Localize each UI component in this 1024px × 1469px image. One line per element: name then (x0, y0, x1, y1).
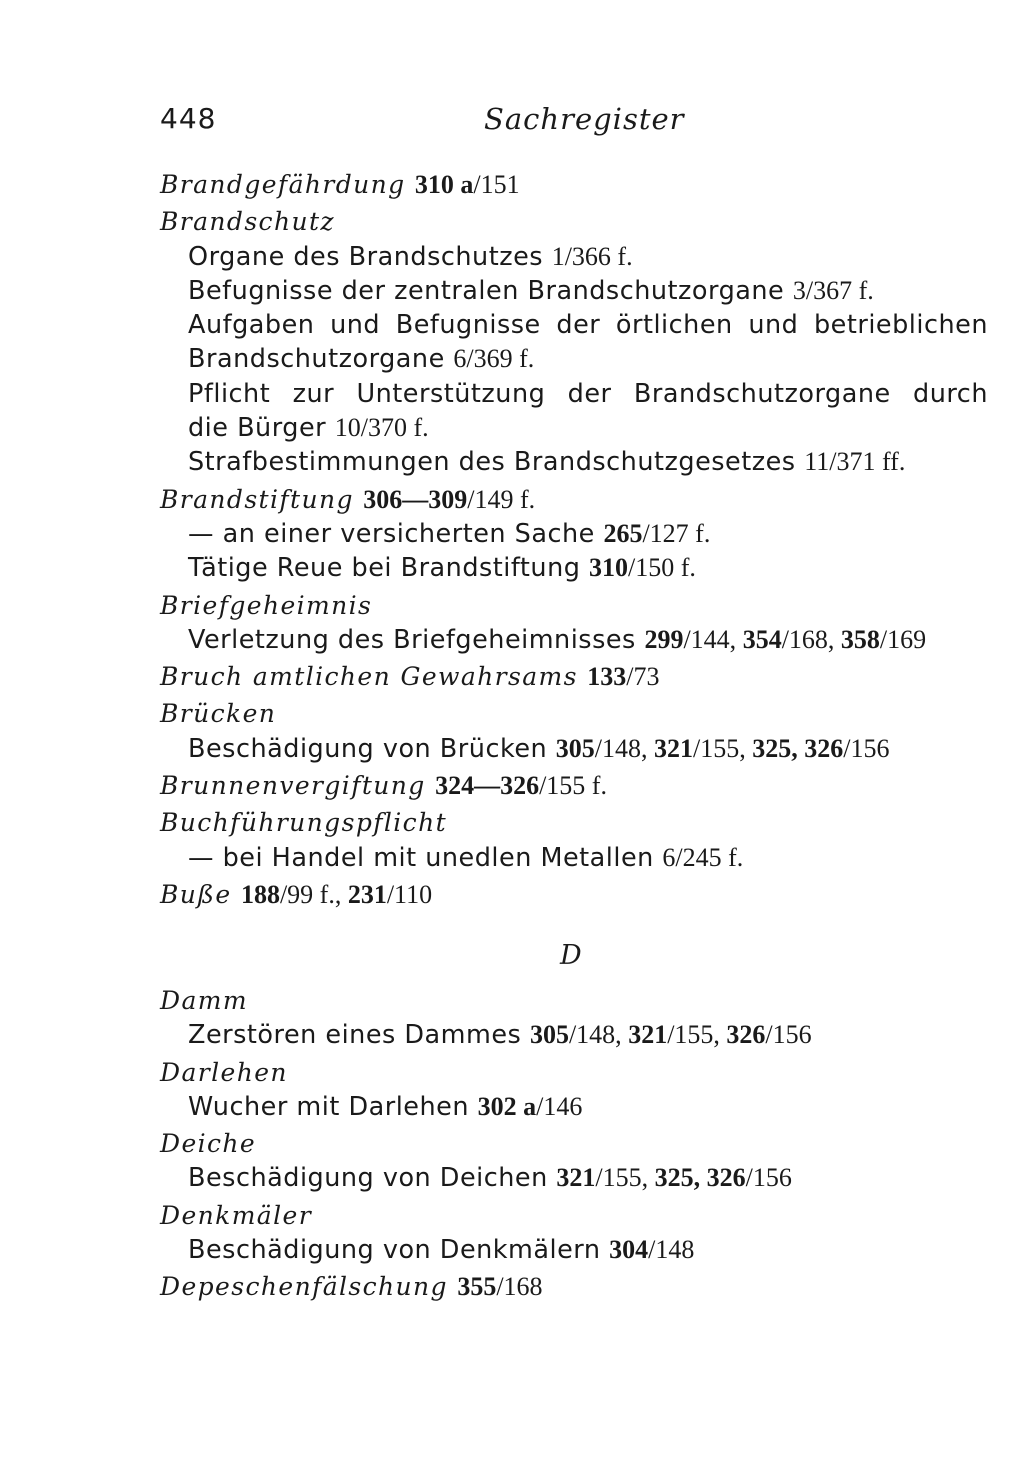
ref: /99 f., (279, 879, 348, 909)
sub-entry-text: Beschädigung von Brücken (188, 733, 556, 764)
sub-entry (160, 732, 990, 766)
sub-entry (160, 240, 990, 274)
entry-ref: /168 (496, 1272, 543, 1302)
sub-entry-ref-bold: 265 (603, 518, 643, 548)
ref-bold: 305 (529, 1020, 569, 1050)
sub-entry-text: die Bürger (188, 413, 335, 444)
ref-bold: 358 (840, 624, 880, 654)
ref-bold: 354 (742, 624, 782, 654)
sub-entry-text: Organe des Brandschutzes (188, 241, 552, 272)
sub-entry-text: Zerstören eines Dammes (188, 1020, 530, 1051)
sub-entry: Pflicht zur Unterstützung der Brandschutzorgane durch (188, 378, 988, 409)
section-letter-heading: D (560, 940, 582, 971)
ref-bold: 326 (726, 1020, 766, 1050)
index-entry-busse (160, 878, 990, 912)
sub-entry-ref: 1/366 f. (551, 241, 633, 271)
sub-entry (160, 274, 990, 308)
index-entry-briefgeheimnis (160, 589, 990, 623)
sub-entry-continuation (160, 411, 990, 445)
sub-entry-text: Tätige Reue bei Brandstiftung (188, 553, 590, 584)
sub-entry (160, 517, 990, 551)
entry-ref: /151 (473, 170, 520, 199)
index-entry-depeschenfaelschung (160, 1270, 990, 1304)
entry-term: Damm (160, 986, 248, 1015)
entry-term: Brunnenvergiftung (160, 771, 426, 801)
sub-entry (160, 445, 990, 479)
ref-bold: 325, 326 (654, 1163, 746, 1193)
entry-term: Brandstiftung (160, 484, 354, 514)
ref-bold: 321 (556, 1163, 596, 1193)
ref: /156 (765, 1020, 812, 1050)
sub-entry-ref-bold: 302 a (477, 1091, 537, 1121)
index-entry-darlehen (160, 1056, 990, 1090)
sub-entry-text: Beschädigung von Denkmälern (188, 1235, 610, 1266)
sub-entry-ref: /150 f. (628, 553, 696, 583)
ref: /155, (693, 733, 753, 763)
entry-ref: /73 (626, 662, 660, 692)
ref-bold: 321 (654, 733, 694, 763)
entry-term: Brücken (160, 699, 277, 729)
ref: /156 (843, 733, 890, 763)
sub-entry-text: Verletzung des Briefgeheimnisses (188, 624, 645, 655)
running-title: Sachregister (484, 102, 685, 136)
ref: /155, (667, 1020, 727, 1050)
sub-entry-text: — bei Handel mit unedlen Metallen (188, 842, 663, 873)
page-header (160, 102, 987, 142)
entry-term: Deiche (160, 1129, 257, 1159)
ref: /155, (595, 1163, 655, 1193)
sub-entry (160, 1018, 990, 1052)
sub-entry-ref: /127 f. (642, 518, 711, 548)
entry-term: Bruch amtlichen Gewahrsams (160, 662, 578, 692)
sub-entry (160, 623, 990, 657)
sub-entry-ref: /148 (648, 1235, 695, 1265)
sub-entry-ref-bold: 310 (589, 553, 629, 583)
sub-entry (160, 1090, 990, 1124)
ref-bold: 321 (628, 1020, 668, 1050)
entry-term: Darlehen (160, 1057, 288, 1087)
ref-bold: 325, 326 (752, 733, 844, 763)
sub-entry-text: Strafbestimmungen des Brandschutzgesetzes (188, 447, 805, 478)
ref: /110 (386, 879, 433, 909)
sub-entry-text: Befugnisse der zentralen Brandschutzorgane (188, 275, 793, 306)
sub-entry-text: Beschädigung von Deichen (188, 1163, 557, 1194)
ref: /148, (568, 1020, 629, 1050)
index-entry-brunnenvergiftung (160, 769, 990, 803)
index-section-d (160, 984, 990, 1305)
ref-bold: 188 (240, 879, 280, 909)
sub-entry-ref: 3/367 f. (792, 275, 874, 305)
index-entry-bruch (160, 660, 990, 694)
entry-ref: /149 f. (467, 484, 536, 514)
entry-term: Depeschenfälschung (160, 1272, 448, 1302)
index-entry-buchfuehrungspflicht (160, 806, 990, 840)
entry-term: Denkmäler (160, 1200, 313, 1230)
ref-bold: 305 (555, 733, 595, 763)
index-entry-brandschutz (160, 205, 990, 239)
sub-entry: Aufgaben und Befugnisse der örtlichen und betrieblichen (188, 310, 988, 341)
index-entry-deiche (160, 1127, 990, 1161)
ref: /144, (683, 624, 743, 654)
ref: /169 (879, 624, 927, 654)
ref-bold: 231 (347, 879, 387, 909)
ref: /148, (594, 733, 655, 763)
index-entry-bruecken (160, 697, 990, 731)
sub-entry-ref: 11/371 ff. (804, 447, 906, 477)
index-entry-denkmaeler (160, 1199, 990, 1233)
entry-ref-bold: 355 (457, 1272, 497, 1302)
sub-entry-text: Brandschutzorgane (188, 344, 454, 375)
index-entry-brandstiftung (160, 483, 990, 517)
entry-term: Buße (160, 879, 232, 909)
entry-term: Briefgeheimnis (160, 590, 373, 620)
sub-entry-text: — an einer versicherten Sache (188, 518, 604, 549)
entry-term: Brandschutz (160, 207, 335, 237)
sub-entry-ref-bold: 304 (609, 1235, 649, 1265)
ref-bold: 299 (644, 624, 684, 654)
ref: /168, (781, 624, 841, 654)
entry-term: Brandgefährdung (160, 170, 406, 199)
sub-entry-ref: 6/369 f. (453, 344, 535, 374)
sub-entry (160, 1233, 990, 1267)
sub-entry-ref: 10/370 f. (334, 413, 429, 443)
sub-entry (160, 551, 990, 585)
sub-entry-ref: 6/245 f. (662, 842, 744, 872)
entry-ref-bold: 310 a (414, 170, 474, 199)
index-entry-damm (160, 984, 990, 1018)
page-number: 448 (160, 102, 217, 135)
sub-entry (160, 1161, 990, 1195)
entry-ref-bold: 133 (587, 662, 627, 692)
ref: /156 (745, 1163, 792, 1193)
sub-entry (160, 841, 990, 875)
entry-ref: /155 f. (539, 771, 607, 801)
entry-ref-bold: 324—326 (435, 771, 540, 801)
index-section-b (160, 168, 990, 912)
sub-entry-ref: /146 (536, 1091, 583, 1121)
sub-entry-text: Wucher mit Darlehen (188, 1091, 478, 1122)
sub-entry-continuation (160, 342, 990, 376)
entry-term: Buchführungspflicht (160, 808, 448, 838)
index-entry-brandgefaehrdung (160, 168, 990, 202)
entry-ref-bold: 306—309 (363, 484, 468, 514)
